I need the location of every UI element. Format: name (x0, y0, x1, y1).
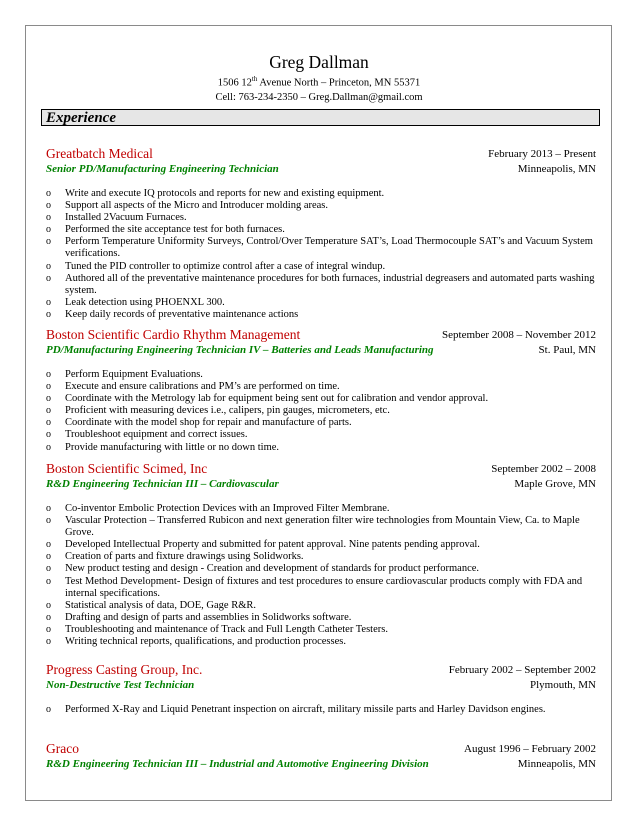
job-title: Senior PD/Manufacturing Engineering Technician (46, 163, 279, 175)
duty-item (46, 563, 596, 575)
duty-text: Perform Temperature Uniformity Surveys, Control/Over Temperature SAT’s, Load Thermocouple SAT’s and Vacuum System verifications. (65, 236, 593, 260)
duty-item (46, 261, 596, 273)
duty-text: Coordinate with the Metrology lab for equipment being sent out for calibration and vendor approval. (65, 393, 489, 405)
bullet-marker: o (46, 212, 51, 224)
job-entry (46, 461, 596, 648)
candidate-name: Greg Dallman (269, 52, 369, 72)
duty-item (46, 200, 596, 212)
duty-item (46, 381, 596, 393)
address-number: 1506 12 (217, 77, 252, 89)
job-location: Minneapolis, MN (517, 163, 596, 175)
company-name: Boston Scientific Scimed, Inc (46, 461, 208, 476)
bullet-marker: o (46, 393, 51, 405)
job-dates: February 2013 – Present (488, 148, 596, 160)
duty-item (46, 624, 596, 636)
section-title: Experience (46, 110, 116, 126)
bullet-marker: o (46, 296, 51, 308)
duty-item (46, 704, 596, 716)
job-dates: February 2002 – September 2002 (448, 664, 596, 676)
bullet-marker: o (46, 563, 51, 575)
duty-text: Authored all of the preventative maintenance procedures for both furnaces, industrial degreasers and automated parts washing system. (65, 272, 595, 296)
contact-line: Cell: 763-234-2350 – Greg.Dallman@gmail.com (215, 91, 423, 103)
duty-item (46, 503, 596, 515)
duty-text: Drafting and design of parts and assemblies in Solidworks software. (65, 611, 352, 623)
bullet-marker: o (46, 369, 51, 380)
bullet-marker: o (46, 224, 51, 236)
duty-item (46, 551, 596, 563)
bullet-marker: o (46, 405, 51, 417)
job-location: St. Paul, MN (538, 344, 596, 356)
duty-text: Vascular Protection – Transferred Rubicon and next generation filter wire technologies from Mountain View, Ca. to Maple Grove. (65, 515, 580, 539)
duty-text: Coordinate with the model shop for repair and manufacture of parts. (65, 417, 352, 429)
duty-list (46, 188, 596, 321)
bullet-marker: o (46, 417, 51, 429)
duty-item (46, 417, 596, 429)
bullet-marker: o (46, 575, 51, 587)
duty-item (46, 236, 596, 260)
duty-item (46, 442, 596, 454)
duty-text: Performed the site acceptance test for both furnaces. (65, 224, 285, 236)
job-title: Non-Destructive Test Technician (46, 679, 195, 691)
address-street: Avenue North – Princeton, MN 55371 (257, 77, 421, 89)
job-dates: September 2002 – 2008 (491, 463, 596, 475)
bullet-marker: o (46, 441, 51, 453)
duty-text: Co-inventor Embolic Protection Devices with an Improved Filter Membrane. (65, 503, 390, 514)
resume-header (0, 52, 638, 105)
job-entry (46, 741, 596, 773)
duty-text: Test Method Development- Design of fixtures and test procedures to ensure cardiovascular products comply with FDA and internal specifications. (65, 575, 583, 599)
company-name: Graco (46, 741, 79, 756)
duty-item (46, 636, 596, 648)
duty-text: Support all aspects of the Micro and Introducer molding areas. (65, 200, 329, 212)
job-title: R&D Engineering Technician III – Industrial and Automotive Engineering Division (46, 758, 429, 770)
duty-item (46, 600, 596, 612)
duty-text: Troubleshoot equipment and correct issues. (65, 429, 248, 441)
duty-item (46, 405, 596, 417)
duty-item (46, 188, 596, 200)
duty-text: Troubleshooting and maintenance of Track and Full Length Catheter Testers. (65, 623, 388, 635)
job-entry (46, 327, 596, 454)
bullet-marker: o (46, 599, 51, 611)
duty-text: Statistical analysis of data, DOE, Gage R&R. (65, 599, 257, 611)
address-ordinal: th (251, 75, 258, 83)
job-entry (46, 662, 596, 716)
duty-text: Keep daily records of preventative maintenance actions (65, 308, 299, 320)
bullet-marker: o (46, 623, 51, 635)
bullet-marker: o (46, 636, 51, 648)
duty-text: Creation of parts and fixture drawings using Solidworks. (65, 551, 304, 563)
bullet-marker: o (46, 188, 51, 199)
duty-text: Execute and ensure calibrations and PM’s are performed on time. (65, 381, 340, 393)
bullet-marker: o (46, 551, 51, 563)
bullet-marker: o (46, 236, 51, 248)
job-dates: September 2008 – November 2012 (442, 329, 596, 341)
job-location: Plymouth, MN (529, 679, 596, 691)
duty-text: Installed 2Vacuum Furnaces. (65, 212, 187, 224)
bullet-marker: o (46, 381, 51, 393)
bullet-marker: o (46, 429, 51, 441)
bullet-marker: o (46, 704, 51, 715)
duty-list (46, 704, 596, 716)
company-name: Boston Scientific Cardio Rhythm Management (46, 327, 301, 342)
job-title: PD/Manufacturing Engineering Technician IV – Batteries and Leads Manufacturing (46, 344, 434, 356)
duty-text: Leak detection using PHOENXL 300. (65, 296, 225, 308)
job-title: R&D Engineering Technician III – Cardiovascular (46, 478, 279, 490)
address-line (0, 72, 638, 91)
section-header-experience (41, 109, 600, 126)
bullet-marker: o (46, 200, 51, 212)
duty-item (46, 224, 596, 236)
job-location: Minneapolis, MN (517, 758, 596, 770)
duty-item (46, 539, 596, 551)
duty-item (46, 515, 596, 539)
job-dates: August 1996 – February 2002 (464, 743, 596, 755)
bullet-marker: o (46, 260, 51, 272)
duty-text: Tuned the PID controller to optimize control after a case of integral windup. (65, 260, 386, 272)
duty-text: New product testing and design - Creation and development of standards for product performance. (65, 563, 480, 575)
bullet-marker: o (46, 611, 51, 623)
duty-item (46, 393, 596, 405)
duty-item (46, 309, 596, 321)
duty-item (46, 297, 596, 309)
duty-item (46, 576, 596, 600)
company-name: Greatbatch Medical (46, 146, 153, 161)
duty-text: Provide manufacturing with little or no down time. (65, 441, 280, 453)
company-name: Progress Casting Group, Inc. (46, 662, 203, 677)
duty-text: Proficient with measuring devices i.e., calipers, pin gauges, micrometers, etc. (65, 405, 390, 417)
bullet-marker: o (46, 272, 51, 284)
duty-item (46, 212, 596, 224)
job-entry (46, 146, 596, 321)
bullet-marker: o (46, 539, 51, 551)
duty-item (46, 429, 596, 441)
bullet-marker: o (46, 515, 51, 527)
job-location: Maple Grove, MN (514, 478, 596, 490)
duty-list (46, 503, 596, 648)
duty-item (46, 612, 596, 624)
duty-item (46, 273, 596, 297)
duty-list (46, 369, 596, 454)
duty-text: Performed X-Ray and Liquid Penetrant inspection on aircraft, military missile parts and Harley Davidson engines. (65, 704, 546, 715)
bullet-marker: o (46, 503, 51, 514)
duty-text: Perform Equipment Evaluations. (65, 369, 203, 380)
bullet-marker: o (46, 308, 51, 320)
duty-text: Writing technical reports, qualifications, and production processes. (65, 636, 346, 648)
duty-text: Write and execute IQ protocols and reports for new and existing equipment. (65, 188, 385, 199)
duty-item (46, 369, 596, 381)
duty-text: Developed Intellectual Property and submitted for patent approval. Nine patents pending approval. (65, 539, 480, 551)
